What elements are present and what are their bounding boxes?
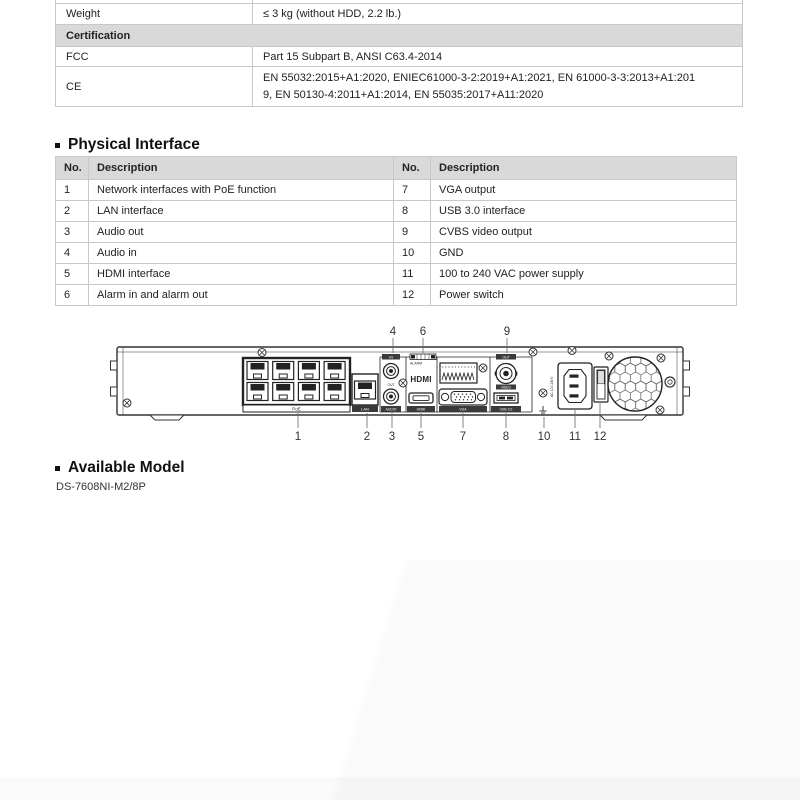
screw-icon [529,348,537,356]
cell-desc: Power switch [439,289,504,301]
callout-6: 6 [419,326,427,338]
spec-value: ≤ 3 kg (without HDD, 2.2 lb.) [263,8,402,20]
hdmi-logo: HDMI [410,375,432,384]
cell-desc: Audio out [89,222,394,242]
screw-icon [657,354,665,362]
col-header-no: No. [394,157,431,179]
screw-icon [568,347,576,355]
table-section-certification [56,25,742,47]
spec-value: EN 55032:2015+A1:2020, ENIEC61000-3-2:2019+A1:2021, EN 61000-3-3:2013+A1:201 9, EN 50130-4:2011+A1:2014, EN 55035:2017+A11:2020 [263,71,696,101]
cell-desc: USB 3.0 interface [439,205,526,217]
callout-5: 5 [417,431,425,443]
lan-port [352,374,378,412]
video-label: VIDEO [501,385,511,390]
cell-desc: Network interfaces with PoE function [89,180,394,200]
table-row [56,284,736,305]
screw-icon [539,389,547,397]
table-row-fcc [56,47,742,67]
cell-no: 1 [56,180,89,200]
table-row-weight [56,4,742,25]
ac-rating-label: AC 100-240V [550,376,554,397]
spec-label: CE [56,67,253,106]
table-row [56,221,736,242]
bullet-icon [55,466,60,471]
cell-desc: Alarm in and alarm out [89,285,394,305]
spec-label: Weight [56,4,253,24]
cell-no: 8 [394,201,431,221]
audio-in-label: IN [389,355,393,360]
cell-desc: CVBS video output [439,226,532,238]
mount-tab [111,361,118,370]
screw-icon [656,406,664,414]
screw-icon [123,399,131,407]
usb-label: USB 3.0 [499,407,513,412]
callout-11: 11 [569,431,581,443]
cell-no: 7 [394,180,431,200]
callout-7: 7 [459,431,467,443]
callout-2: 2 [363,431,371,443]
table-row [56,242,736,263]
heading-text: Physical Interface [68,136,200,153]
cell-no: 11 [394,264,431,284]
physical-interface-table [55,156,737,306]
foot [150,415,184,420]
power-switch [594,367,608,402]
cell-no: 4 [56,243,89,263]
cell-no: 5 [56,264,89,284]
available-model-heading [55,459,185,477]
callout-3: 3 [388,431,396,443]
power-inlet [558,363,592,409]
vga-port [439,389,487,412]
spec-label: FCC [56,47,253,66]
physical-interface-heading [55,136,200,154]
cell-desc: GND [439,247,464,259]
vga-label: VGA [459,407,467,412]
screw-icon [399,379,407,387]
rear-panel-diagram [100,318,720,448]
callout-10: 10 [537,431,551,443]
col-header-description: Description [89,157,394,179]
poe-label: PoE [292,406,301,412]
callout-4: 4 [389,326,397,338]
section-label: Certification [66,29,131,42]
page-shade-diagonal [0,560,800,800]
callout-1: 1 [294,431,302,443]
cell-no: 6 [56,285,89,305]
cell-no: 3 [56,222,89,242]
hdmi-port [407,375,435,412]
side-nut [665,377,675,387]
screw-icon [258,349,266,357]
table-row [56,263,736,284]
audio-label: AUDIO [385,407,397,412]
col-header-description: Description [439,162,500,174]
col-header-no: No. [56,157,89,179]
hdmi-label: HDMI [416,407,426,412]
cell-no: 12 [394,285,431,305]
table-row [56,179,736,200]
table-row [56,200,736,221]
cell-desc: Audio in [89,243,394,263]
cell-desc: VGA output [439,184,496,196]
mount-tab [683,361,690,370]
alarm-label: ALARM [410,361,423,366]
mount-tab [111,387,118,396]
screw-icon [479,364,487,372]
poe-ports [243,358,350,412]
mount-tab [683,387,690,396]
cell-no: 2 [56,201,89,221]
callout-8: 8 [502,431,510,443]
page-shade-bottom [0,777,800,800]
cell-no: 9 [394,222,431,242]
video-out-label: OUT [502,355,510,360]
cell-desc: LAN interface [89,201,394,221]
usb-port [491,393,521,412]
lan-label: LAN [361,406,369,412]
spec-value: Part 15 Subpart B, ANSI C63.4-2014 [263,50,443,63]
cell-desc: 100 to 240 VAC power supply [439,268,584,280]
model-number: DS-7608NI-M2/8P [56,481,146,493]
heading-text: Available Model [68,459,185,476]
audio-out-label: OUT [387,383,395,387]
specification-table [55,0,743,107]
bullet-icon [55,143,60,148]
table-row-ce [56,67,742,107]
rca-jack-out [384,389,399,404]
cell-no: 10 [394,243,431,263]
foot [600,415,647,420]
rca-jack-in [384,364,399,379]
screw-icon [605,352,613,360]
callout-9: 9 [503,326,511,338]
table-header-row [56,157,736,179]
callout-12: 12 [593,431,607,443]
cell-desc: HDMI interface [89,264,394,284]
